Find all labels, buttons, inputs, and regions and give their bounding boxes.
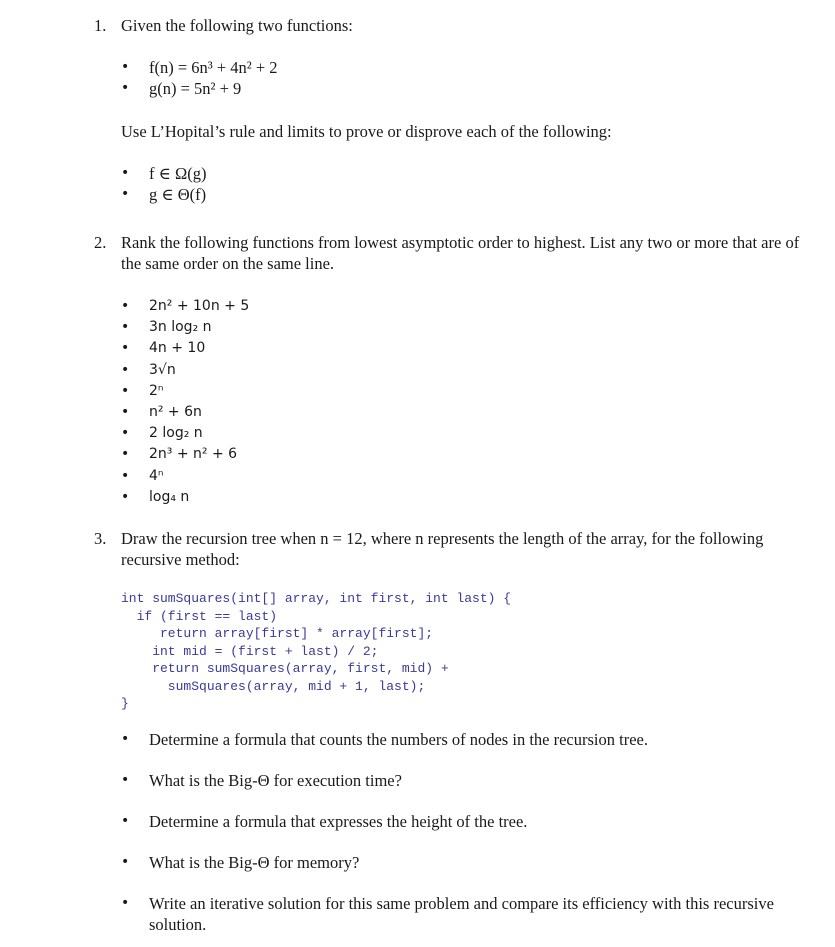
function-item: • g(n) = 5n² + 9: [121, 78, 801, 99]
question-text: Rank the following functions from lowest asymptotic order to highest. List any two or more that are of the same order on the same line.: [121, 233, 800, 273]
code-line: sumSquares(array, mid + 1, last);: [121, 678, 426, 694]
function-list: [121, 57, 801, 99]
code-block: [121, 590, 801, 713]
ranking-function-list: [121, 296, 801, 508]
question-number: 1.: [94, 16, 107, 35]
task-item: • Write an iterative solution for this same problem and compare its efficiency with this recursive solution.: [121, 893, 801, 935]
code-line: return sumSquares(array, first, mid) +: [121, 661, 449, 676]
task-item: • What is the Big-Θ for memory?: [121, 852, 801, 873]
question-number: 3.: [94, 529, 107, 548]
claim-list: [121, 163, 801, 205]
question-body: [121, 15, 801, 205]
question-instruction: Use L’Hopital’s rule and limits to prove or disprove each of the following:: [121, 122, 612, 141]
ranking-function-item: • 3n log₂ n: [121, 317, 801, 338]
ranking-function-item: • n² + 6n: [121, 402, 801, 423]
question-body: [121, 232, 801, 508]
claim-item: • f ∈ Ω(g): [121, 163, 801, 184]
code-line: if (first == last): [121, 608, 278, 624]
ranking-function-item: • 4ⁿ: [121, 466, 801, 487]
ranking-function-item: • 2n³ + n² + 6: [121, 444, 801, 465]
ranking-function-item: • 4n + 10: [121, 338, 801, 359]
claim-item: • g ∈ Θ(f): [121, 184, 801, 205]
ranking-function-item: • 3√n: [121, 360, 801, 381]
ranking-function-item: • 2 log₂ n: [121, 423, 801, 444]
code-line: return array[first] * array[first];: [121, 626, 434, 641]
function-item: • f(n) = 6n³ + 4n² + 2: [121, 57, 801, 78]
code-line: }: [121, 696, 129, 711]
question-intro: Given the following two functions:: [121, 16, 353, 35]
ranking-function-item: • 2n² + 10n + 5: [121, 296, 801, 317]
task-item: • Determine a formula that expresses the height of the tree.: [121, 811, 801, 832]
question-body: [121, 528, 801, 935]
ranking-function-item: • log₄ n: [121, 487, 801, 508]
task-item: • Determine a formula that counts the numbers of nodes in the recursion tree.: [121, 729, 801, 750]
task-list: [121, 729, 801, 935]
question-number: 2.: [94, 233, 107, 252]
ranking-function-item: • 2ⁿ: [121, 381, 801, 402]
question-text: Draw the recursion tree when n = 12, where n represents the length of the array, for the following recursive method:: [121, 529, 764, 569]
code-line: int mid = (first + last) / 2;: [121, 643, 379, 659]
code-line: int sumSquares(int[] array, int first, int last) {: [121, 591, 512, 606]
task-item: • What is the Big-Θ for execution time?: [121, 770, 801, 791]
